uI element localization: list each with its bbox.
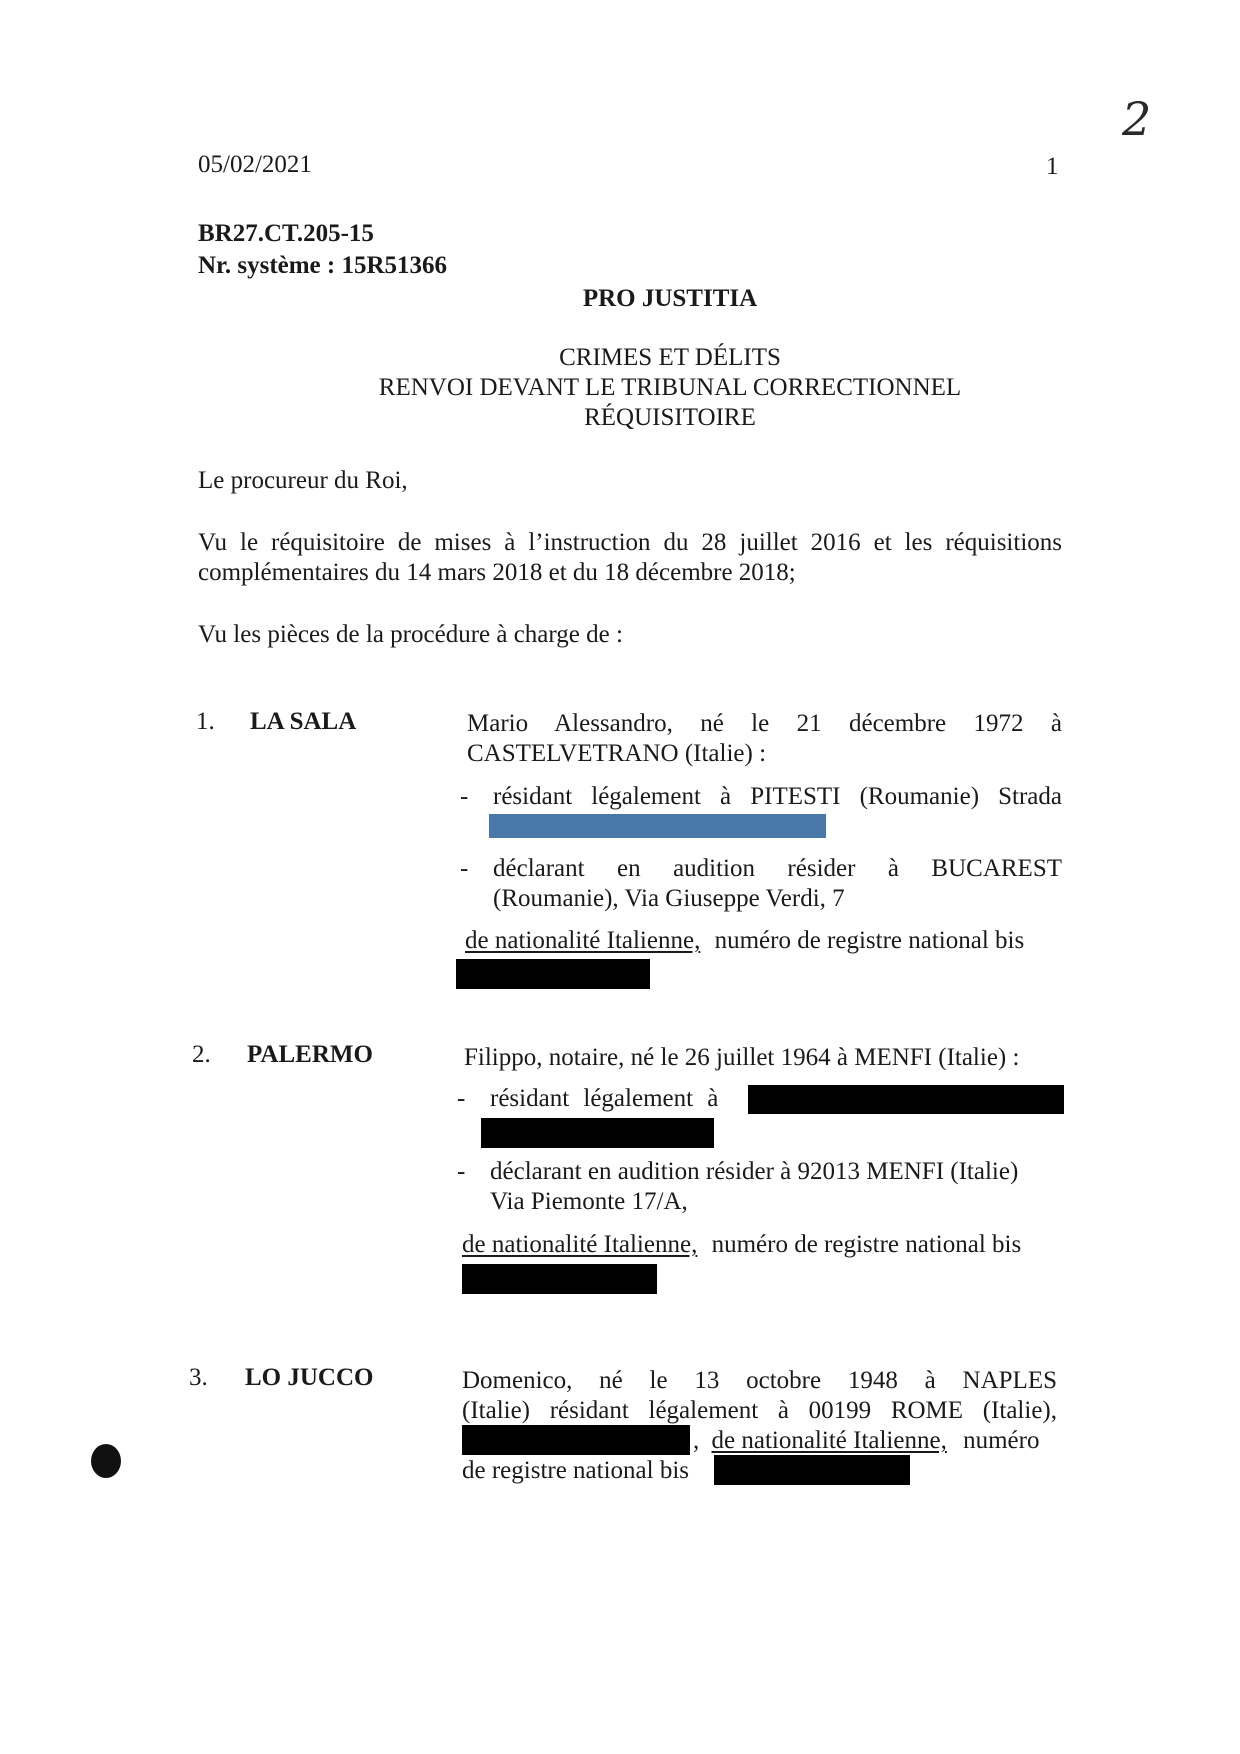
defendant-3-registry-word: numéro [963, 1427, 1040, 1454]
bullet-dash: - [460, 855, 469, 882]
defendant-1-bullet-2-line-1: déclarant en audition résider à BUCAREST [493, 855, 1062, 882]
salutation: Le procureur du Roi, [198, 467, 408, 494]
case-reference: BR27.CT.205-15 [198, 220, 374, 247]
defendant-2-bullet-2-line-1: déclarant en audition résider à 92013 MENFI (Italie) [490, 1158, 1019, 1185]
defendant-2-name: PALERMO [247, 1041, 373, 1068]
defendant-1-nationality: de nationalité Italienne, [465, 927, 701, 954]
bullet-dash: - [457, 1085, 466, 1112]
page-number: 1 [1046, 153, 1059, 180]
redaction-bar [462, 1264, 657, 1294]
defendant-3-name: LO JUCCO [245, 1364, 374, 1391]
defendant-2-nationality: de nationalité Italienne, [462, 1231, 698, 1258]
document-title: PRO JUSTITIA [582, 285, 758, 312]
defendant-1-bullet-2-line-2: (Roumanie), Via Giuseppe Verdi, 7 [493, 885, 845, 912]
intro-paragraph-line-1: Vu le réquisitoire de mises à l’instruction du 28 juillet 2016 et les réquisitions [198, 529, 1062, 556]
defendant-2-bullet-2-line-2: Via Piemonte 17/A, [490, 1188, 688, 1215]
redaction-bar [714, 1455, 910, 1485]
defendant-1-number: 1. [196, 708, 215, 735]
defendant-1-line-2: CASTELVETRANO (Italie) : [467, 740, 767, 767]
subtitle-line-2: RENVOI DEVANT LE TRIBUNAL CORRECTIONNEL [378, 374, 962, 401]
intro-paragraph-2: Vu les pièces de la procédure à charge de : [198, 621, 623, 648]
defendant-3-number: 3. [189, 1364, 208, 1391]
defendant-2-number: 2. [192, 1041, 211, 1068]
defendant-3-nationality: de nationalité Italienne, [711, 1427, 947, 1454]
redaction-bar [481, 1118, 714, 1148]
redaction-bar [462, 1425, 690, 1455]
defendant-2-nationality-line [462, 1230, 1021, 1260]
defendant-3-line-1: Domenico, né le 13 octobre 1948 à NAPLES [462, 1367, 1057, 1394]
defendant-1-registry-label: numéro de registre national bis [714, 927, 1025, 954]
defendant-1-nationality-line [465, 926, 1024, 956]
punch-hole [91, 1444, 121, 1478]
defendant-3-line-3 [693, 1426, 1039, 1456]
redaction-bar [489, 814, 826, 838]
defendant-1-line-1: Mario Alessandro, né le 21 décembre 1972 à [467, 710, 1062, 737]
subtitle-line-1: CRIMES ET DÉLITS [559, 344, 781, 371]
redaction-bar [456, 959, 650, 989]
defendant-3-line-2: (Italie) résidant légalement à 00199 ROME (Italie), [462, 1397, 1057, 1424]
bullet-dash: - [460, 783, 469, 810]
document-date: 05/02/2021 [198, 151, 312, 178]
defendant-2-line-1: Filippo, notaire, né le 26 juillet 1964 à MENFI (Italie) : [464, 1044, 1020, 1071]
defendant-1-name: LA SALA [250, 708, 357, 735]
subtitle-line-3: RÉQUISITOIRE [584, 404, 756, 431]
handwritten-page-mark: 2 [1122, 92, 1152, 146]
bullet-dash: - [457, 1158, 466, 1185]
comma-separator: , [693, 1427, 700, 1454]
defendant-1-bullet-1: résidant légalement à PITESTI (Roumanie) Strada [493, 783, 1062, 810]
defendant-3-line-4: de registre national bis [462, 1457, 690, 1484]
defendant-2-bullet-1: résidant légalement à [490, 1085, 719, 1112]
redaction-bar [748, 1085, 1064, 1114]
defendant-2-registry-label: numéro de registre national bis [711, 1231, 1022, 1258]
intro-paragraph-line-2: complémentaires du 14 mars 2018 et du 18 décembre 2018; [198, 559, 796, 586]
system-number: Nr. système : 15R51366 [198, 252, 448, 279]
